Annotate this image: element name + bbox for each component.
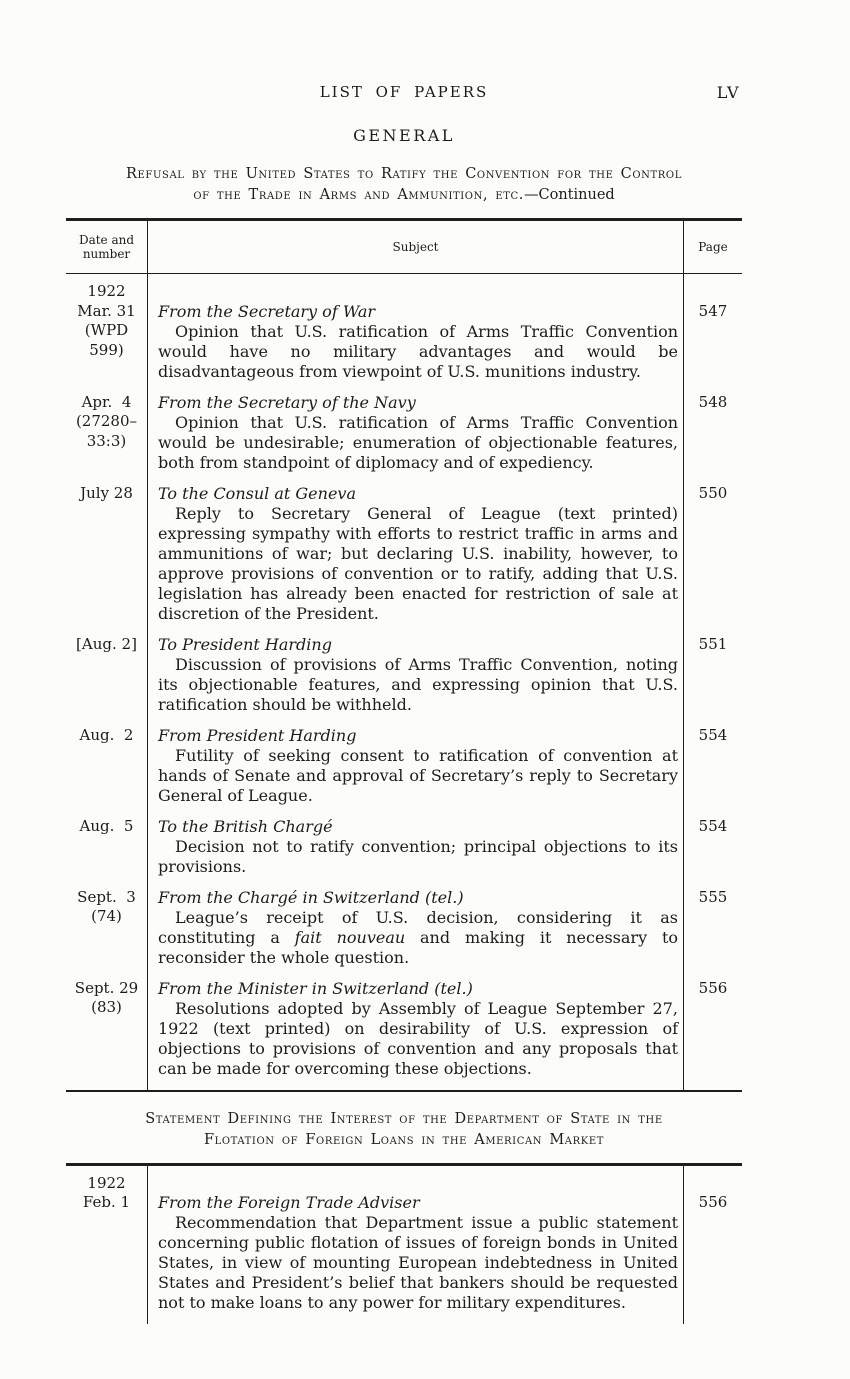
papers-table-1: [66, 218, 742, 1092]
row-subject-cell: [147, 635, 684, 726]
table-row: [66, 817, 742, 888]
table-row: [66, 274, 742, 393]
document-page: [66, 0, 742, 1324]
table-row: [66, 635, 742, 726]
table-row: [66, 888, 742, 979]
row-date-cell: Apr. 4 (27280– 33:3): [75, 392, 138, 450]
row-date-cell: Aug. 5: [79, 816, 134, 835]
subject-title: From the Secretary of the Navy: [158, 392, 416, 412]
row-page-cell: 554: [698, 816, 728, 835]
section2-heading: [66, 1109, 742, 1151]
subject-title: From the Foreign Trade Adviser: [158, 1193, 420, 1212]
table-row: [66, 393, 742, 484]
section2-heading-line1: Statement Defining the Interest of the Department of State in the: [145, 1110, 663, 1127]
row-subject-cell: [147, 484, 684, 635]
row-page-cell: 548: [698, 392, 728, 411]
subject-title: To President Harding: [158, 634, 332, 654]
row-subject-cell: [147, 1166, 684, 1325]
row-subject-cell: [147, 979, 684, 1090]
row-page-cell: 550: [698, 483, 728, 502]
column-header-date: Date and number: [78, 233, 135, 261]
table-header-row: [66, 221, 742, 274]
subject-title: To the Consul at Geneva: [158, 483, 356, 503]
row-date-cell: July 28: [80, 483, 133, 502]
italic-phrase: fait nouveau: [294, 927, 406, 947]
row-page-cell: 547: [698, 301, 728, 320]
row-page-cell: 556: [698, 1193, 728, 1211]
table-row: [66, 979, 742, 1090]
row-year: 1922: [87, 1173, 126, 1192]
page-folio: LV: [716, 83, 740, 102]
subject-title: To the British Chargé: [158, 816, 333, 836]
row-subject-cell: [147, 393, 684, 484]
subject-body: Decision not to ratify convention; principal objections to its provisions.: [158, 836, 678, 876]
subject-body: Recommendation that Department issue a public statement concerning public flotation of issues of foreign bonds in United States, in view of mounting European indebtedness in United States and President’s belief that bankers should be requested not to make loans to any power for military expenditures.: [158, 1213, 678, 1312]
subject-title: From President Harding: [158, 725, 357, 745]
table-body: [66, 1166, 742, 1325]
row-year: 1922: [87, 282, 126, 300]
section1-heading: [66, 164, 742, 206]
column-header-page: Page: [698, 240, 728, 254]
subject-body: Resolutions adopted by Assembly of League September 27, 1922 (text printed) on desirability of U.S. expression of objections to provisions of convention and any proposals that can be made for overcoming these objections.: [158, 998, 678, 1078]
row-page-cell: 551: [698, 634, 728, 653]
row-date-cell: Sept. 29 (83): [74, 978, 139, 1016]
column-header-subject: Subject: [147, 221, 684, 273]
section1-heading-line2: of the Trade in Arms and Ammunition, etc.: [193, 187, 525, 203]
section2-heading-line2: Flotation of Foreign Loans in the American Market: [203, 1131, 605, 1148]
subject-body: League’s receipt of U.S. decision, considering it as constituting a fait nouveau and making it necessary to reconsider the whole question.: [158, 907, 679, 967]
running-head: [66, 0, 742, 102]
row-date-cell: [Aug. 2]: [76, 634, 137, 653]
page-title: LIST OF PAPERS: [319, 83, 489, 101]
subject-body: Opinion that U.S. ratification of Arms Traffic Convention would be undesirable; enumeration of objectionable features, both from standpoint of diplomacy and of expediency.: [158, 412, 678, 472]
row-date-cell: Aug. 2: [79, 725, 134, 744]
row-subject-cell: [147, 888, 684, 979]
row-date-cell: 1922 Feb. 1: [66, 1166, 147, 1325]
table-row: [66, 1166, 742, 1325]
subject-body: Futility of seeking consent to ratification of convention at hands of Senate and approval of Secretary’s reply to Secretary General of League.: [158, 745, 678, 805]
table-row: [66, 484, 742, 635]
section1-heading-continued: —Continued: [524, 187, 615, 203]
subject-body: Opinion that U.S. ratification of Arms Traffic Convention would have no military advantages and would be disadvantageous from viewpoint of U.S. munitions industry.: [158, 321, 678, 381]
part-heading: GENERAL: [353, 126, 455, 145]
row-page-cell: 554: [698, 725, 728, 744]
row-subject-cell: [147, 274, 684, 393]
table-row: [66, 726, 742, 817]
row-page-cell: 555: [698, 887, 728, 906]
subject-title: From the Chargé in Switzerland (tel.): [158, 887, 464, 907]
papers-table-2: [66, 1163, 742, 1325]
row-subject-cell: [147, 817, 684, 888]
row-date-cell: 1922 Mar. 31 (WPD 599): [66, 274, 147, 393]
subject-body: Discussion of provisions of Arms Traffic Convention, noting its objectionable features, and expressing opinion that U.S. ratification should be withheld.: [158, 654, 678, 714]
row-subject-cell: [147, 726, 684, 817]
subject-body: Reply to Secretary General of League (text printed) expressing sympathy with efforts to restrict traffic in arms and ammunitions of war; but declaring U.S. inability, however, to approve provisions of convention or to ratify, adding that U.S. legislation has already been enacted for restriction of sale at discretion of the President.: [158, 503, 678, 623]
table-body: [66, 274, 742, 1090]
section1-heading-line1: Refusal by the United States to Ratify the Convention for the Control: [126, 166, 682, 182]
row-page-cell: 556: [698, 978, 728, 997]
subject-title: From the Secretary of War: [158, 301, 376, 321]
subject-title: From the Minister in Switzerland (tel.): [158, 978, 473, 998]
row-date-cell: Sept. 3 (74): [77, 887, 136, 925]
